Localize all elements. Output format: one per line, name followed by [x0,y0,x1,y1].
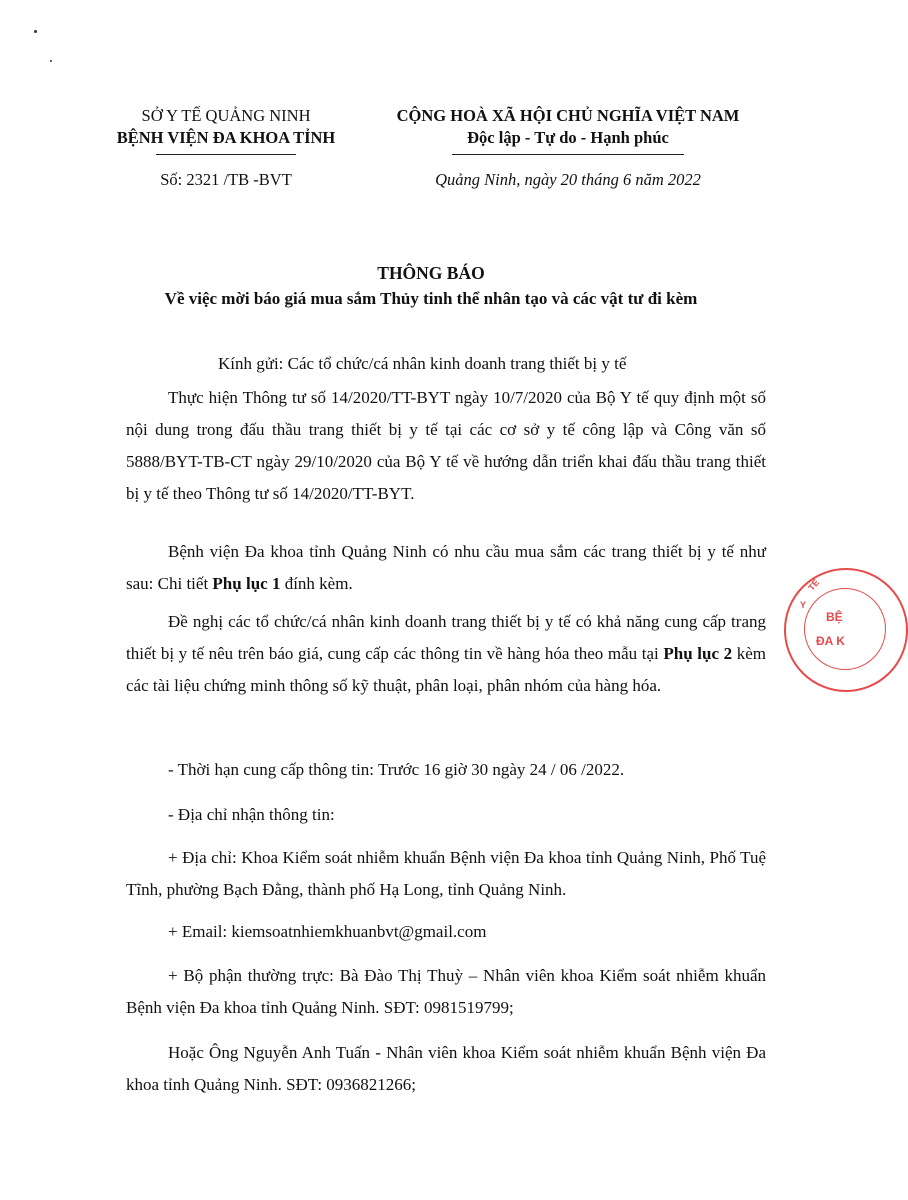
stamp-text-2: ĐA K [816,634,845,648]
address-label: - Địa chỉ nhận thông tin: [168,805,335,824]
official-stamp [784,568,908,692]
document-number: Số: 2321 /TB -BVT [160,170,292,189]
agency-parent: SỞ Y TẾ QUẢNG NINH [141,106,311,125]
agency-name: BỆNH VIỆN ĐA KHOA TỈNH [116,128,336,147]
alternate-contact-paragraph: Hoặc Ông Nguyễn Anh Tuấn - Nhân viên khoa Kiểm soát nhiễm khuẩn Bệnh viện Đa khoa tỉnh Quảng Ninh. SĐT: 0936821266; [126,1043,766,1094]
place-date: Quảng Ninh, ngày 20 tháng 6 năm 2022 [435,170,701,189]
national-title: CỘNG HOÀ XÃ HỘI CHỦ NGHĨA VIỆT NAM [396,106,740,125]
deadline-line: - Thời hạn cung cấp thông tin: Trước 16 giờ 30 ngày 24 / 06 /2022. [168,760,625,779]
scan-speck [34,30,37,33]
motto-underline [452,154,684,155]
stamp-text-3: TẾ [806,577,822,593]
paragraph-procurement-need [126,536,766,600]
paragraph-quotation-request [126,606,766,702]
stamp-inner-ring [804,588,886,670]
email-line: + Email: kiemsoatnhiemkhuanbvt@gmail.com [168,922,487,941]
scan-speck [50,60,52,62]
salutation: Kính gửi: Các tổ chức/cá nhân kinh doanh trang thiết bị y tế [218,354,627,373]
duty-contact-paragraph: + Bộ phận thường trực: Bà Đào Thị Thuỳ – Nhân viên khoa Kiểm soát nhiễm khuẩn Bệnh viện Đa khoa tỉnh Quảng Ninh. SĐT: 0981519799; [126,966,766,1017]
p2-text-end: đính kèm. [280,574,353,593]
p3-text: Đề nghị các tổ chức/cá nhân kinh doanh trang thiết bị y tế có khả năng cung cấp trang thiết bị y tế nêu trên báo giá, cung cấp các thông tin về hàng hóa theo mẫu tại [126,612,766,663]
address-paragraph: + Địa chỉ: Khoa Kiểm soát nhiễm khuẩn Bệnh viện Đa khoa tỉnh Quảng Ninh, Phố Tuệ Tĩnh, phường Bạch Đằng, thành phố Hạ Long, tỉnh Quảng Ninh. [126,848,766,899]
appendix-1-ref: Phụ lục 1 [212,574,281,593]
national-motto: Độc lập - Tự do - Hạnh phúc [467,128,669,147]
stamp-text-4: Y [800,600,807,610]
notice-subject: Về việc mời báo giá mua sắm Thủy tinh thể nhân tạo và các vật tư đi kèm [164,289,698,308]
paragraph-legal-basis: Thực hiện Thông tư số 14/2020/TT-BYT ngày 10/7/2020 của Bộ Y tế quy định một số nội dung trong đấu thầu trang thiết bị y tế tại các cơ sở y tế công lập và Công văn số 5888/BYT-TB-CT ngày 29/10/2020 của Bộ Y tế về hướng dẫn triển khai đấu thầu trang thiết bị y tế theo Thông tư số 14/2020/TT-BYT. [126,388,766,503]
p2-text: Bệnh viện Đa khoa tỉnh Quảng Ninh có nhu cầu mua sắm các trang thiết bị y tế như sau: Chi tiết [126,542,766,593]
appendix-2-ref: Phụ lục 2 [663,644,733,663]
agency-underline [156,154,296,155]
p3-text-end: kèm các tài liệu chứng minh thông số kỹ thuật, phân loại, phân nhóm của hàng hóa. [126,644,766,695]
notice-title: THÔNG BÁO [377,263,485,283]
stamp-text-1: BỆ [826,610,843,624]
